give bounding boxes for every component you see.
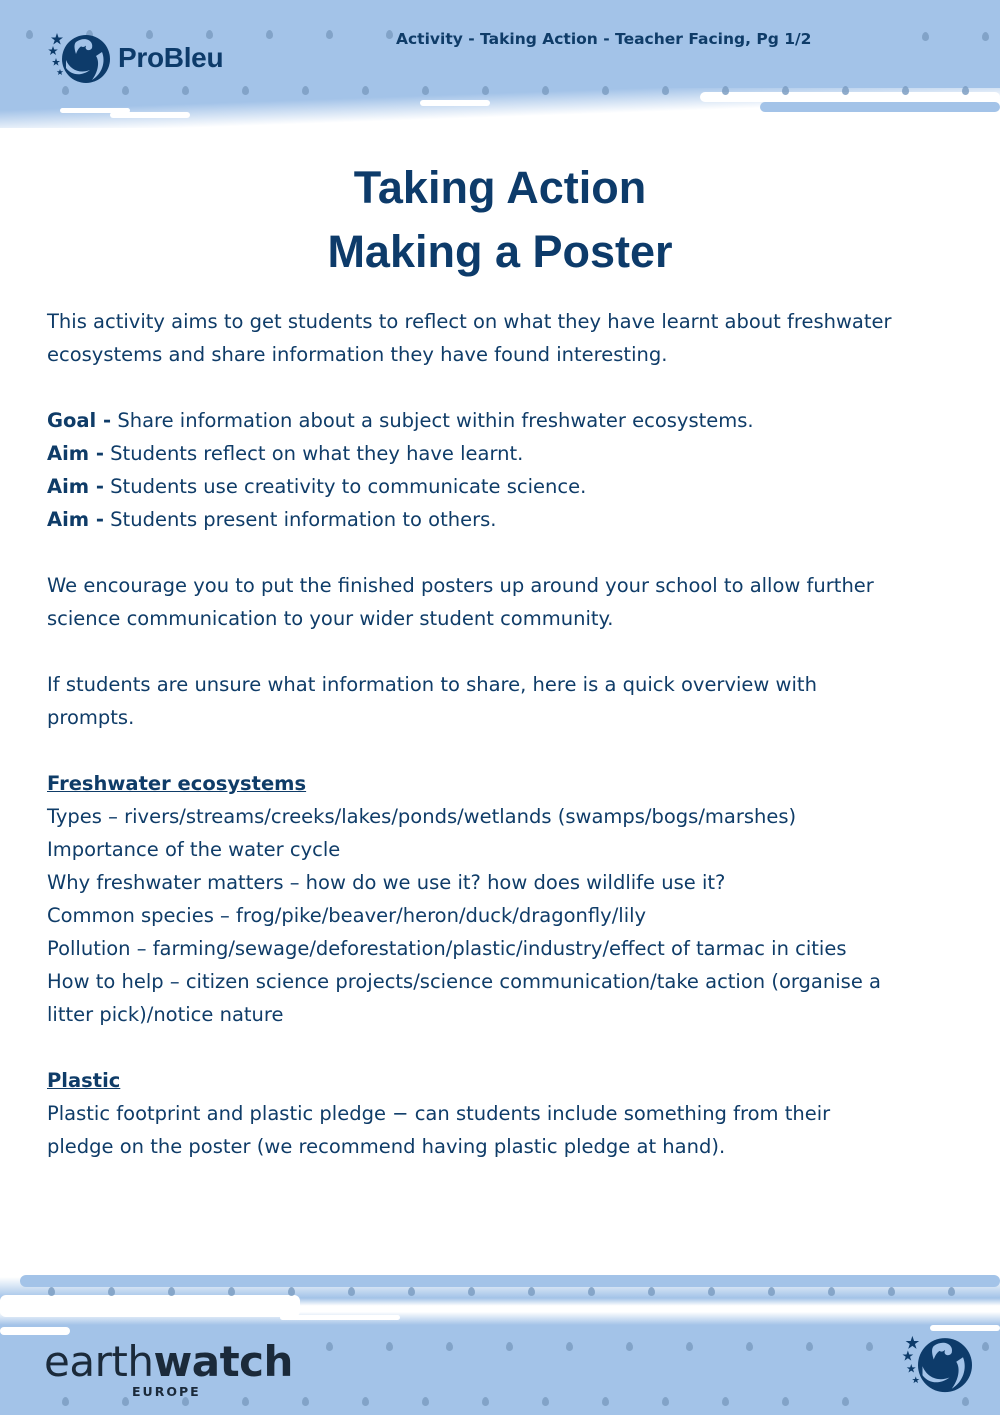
droplet-dot <box>842 86 849 95</box>
freshwater-item: Pollution – farming/sewage/deforestation/plastic/industry/effect of tarmac in cities <box>47 937 847 960</box>
objective-label: Goal - <box>47 409 112 432</box>
droplet-dot <box>948 1287 955 1296</box>
droplet-dot <box>386 1342 393 1351</box>
objective-label: Aim - <box>47 475 104 498</box>
droplet-dot <box>446 1342 453 1351</box>
droplet-dot <box>168 1287 175 1296</box>
droplet-dot <box>48 1287 55 1296</box>
brush-streak <box>110 112 190 118</box>
objective-text: Students reflect on what they have learnt. <box>103 442 524 465</box>
objective-label: Aim - <box>47 508 104 531</box>
droplet-dot <box>482 1397 489 1406</box>
droplet-dot <box>542 1397 549 1406</box>
droplet-dot <box>348 1287 355 1296</box>
droplet-dot <box>506 1342 513 1351</box>
droplet-dot <box>982 1342 989 1351</box>
droplet-dot <box>468 1287 475 1296</box>
unsure-line: prompts. <box>47 706 135 729</box>
droplet-dot <box>902 86 909 95</box>
objective-text: Students present information to others. <box>103 508 497 531</box>
brush-streak <box>420 100 490 106</box>
objective-label: Aim - <box>47 442 104 465</box>
droplet-dot <box>302 1397 309 1406</box>
droplet-dot <box>408 1287 415 1296</box>
freshwater-item: litter pick)/notice nature <box>47 1003 284 1026</box>
encourage-line: We encourage you to put the finished posters up around your school to allow further <box>47 574 874 597</box>
page-title <box>0 156 1000 284</box>
droplet-dot <box>242 86 249 95</box>
droplet-dot <box>662 86 669 95</box>
brush-streak <box>700 92 1000 102</box>
droplet-dot <box>566 1342 573 1351</box>
brush-streak <box>760 102 1000 112</box>
intro-line: This activity aims to get students to reflect on what they have learnt about freshwater <box>47 310 892 333</box>
probleu-swirl-icon <box>900 1332 972 1396</box>
droplet-dot <box>782 1397 789 1406</box>
droplet-dot <box>422 86 429 95</box>
droplet-dot <box>542 86 549 95</box>
freshwater-item: Why freshwater matters – how do we use it? how does wildlife use it? <box>47 871 726 894</box>
droplet-dot <box>888 1287 895 1296</box>
droplet-dot <box>782 86 789 95</box>
freshwater-item: Types – rivers/streams/creeks/lakes/ponds/wetlands (swamps/bogs/marshes) <box>47 805 797 828</box>
droplet-dot <box>482 86 489 95</box>
droplet-dot <box>722 86 729 95</box>
probleu-swirl-icon <box>46 30 110 86</box>
title-line-2: Making a Poster <box>327 226 673 277</box>
droplet-dot <box>108 1287 115 1296</box>
intro-line: ecosystems and share information they have found interesting. <box>47 343 668 366</box>
droplet-dot <box>982 32 989 41</box>
encourage-line: science communication to your wider student community. <box>47 607 614 630</box>
brush-streak <box>955 115 1000 120</box>
droplet-dot <box>962 86 969 95</box>
brush-streak <box>930 1325 1000 1331</box>
objective-text: Share information about a subject within freshwater ecosystems. <box>111 409 754 432</box>
plastic-line: pledge on the poster (we recommend having plastic pledge at hand). <box>47 1135 726 1158</box>
freshwater-heading: Freshwater ecosystems <box>47 772 307 795</box>
probleu-emblem <box>900 1332 972 1400</box>
brush-streak <box>280 1315 400 1320</box>
droplet-dot <box>26 30 33 39</box>
droplet-dot <box>922 32 929 41</box>
droplet-dot <box>228 1287 235 1296</box>
brush-streak <box>20 1275 1000 1287</box>
probleu-logo <box>46 30 223 86</box>
document-body <box>47 305 977 1163</box>
droplet-dot <box>362 1397 369 1406</box>
droplet-dot <box>386 30 393 39</box>
page-header-label: Activity - Taking Action - Teacher Facing, Pg 1/2 <box>396 30 812 48</box>
freshwater-item: Importance of the water cycle <box>47 838 341 861</box>
freshwater-item: Common species – frog/pike/beaver/heron/duck/dragonfly/lily <box>47 904 647 927</box>
droplet-dot <box>686 1342 693 1351</box>
droplet-dot <box>122 86 129 95</box>
droplet-dot <box>722 1397 729 1406</box>
objective-aim <box>47 437 977 470</box>
droplet-dot <box>528 1287 535 1296</box>
brush-streak <box>0 1295 300 1317</box>
earthwatch-logo <box>44 1337 293 1399</box>
droplet-dot <box>288 1287 295 1296</box>
plastic-line: Plastic footprint and plastic pledge − can students include something from their <box>47 1102 831 1125</box>
droplet-dot <box>588 1287 595 1296</box>
brand-name: ProBleu <box>118 42 224 73</box>
droplet-dot <box>768 1287 775 1296</box>
droplet-dot <box>182 86 189 95</box>
droplet-dot <box>62 86 69 95</box>
droplet-dot <box>602 1397 609 1406</box>
droplet-dot <box>806 1342 813 1351</box>
droplet-dot <box>842 1397 849 1406</box>
droplet-dot <box>602 86 609 95</box>
droplet-dot <box>266 30 273 39</box>
droplet-dot <box>708 1287 715 1296</box>
objective-aim <box>47 470 977 503</box>
brush-streak <box>0 1327 70 1335</box>
objective-goal <box>47 404 977 437</box>
droplet-dot <box>302 86 309 95</box>
earthwatch-wordmark: earthwatch <box>44 1337 293 1386</box>
droplet-dot <box>326 30 333 39</box>
droplet-dot <box>828 1287 835 1296</box>
objective-aim <box>47 503 977 536</box>
droplet-dot <box>648 1287 655 1296</box>
unsure-line: If students are unsure what information to share, here is a quick overview with <box>47 673 817 696</box>
droplet-dot <box>422 1397 429 1406</box>
droplet-dot <box>662 1397 669 1406</box>
droplet-dot <box>326 1342 333 1351</box>
title-line-1: Taking Action <box>353 162 647 213</box>
objective-text: Students use creativity to communicate science. <box>103 475 587 498</box>
droplet-dot <box>866 1342 873 1351</box>
droplet-dot <box>626 1342 633 1351</box>
freshwater-item: How to help – citizen science projects/science communication/take action (organise a <box>47 970 881 993</box>
droplet-dot <box>746 1342 753 1351</box>
droplet-dot <box>362 86 369 95</box>
plastic-heading: Plastic <box>47 1069 121 1092</box>
earthwatch-region: EUROPE <box>132 1384 201 1399</box>
